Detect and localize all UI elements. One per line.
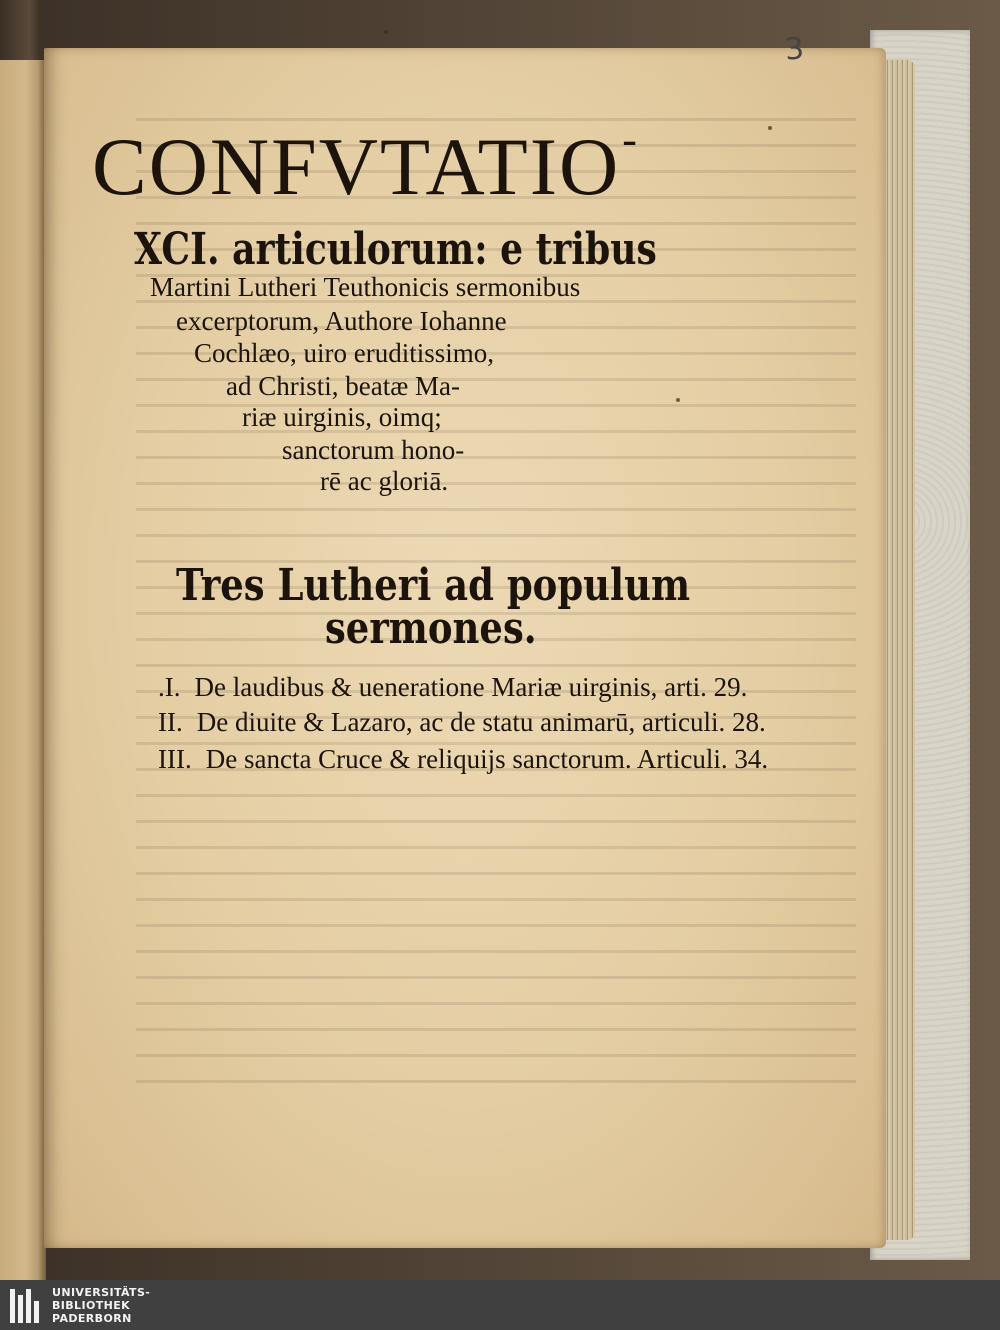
logo-line-2: BIBLIOTHEK <box>52 1299 131 1312</box>
body-line-2: excerptorum, Authore Iohanne <box>176 306 507 336</box>
section-heading-line-2: sermones. <box>325 603 537 654</box>
page-number: 3 <box>783 31 806 68</box>
list-item-number: .I. <box>158 672 181 702</box>
logo-line-1: UNIVERSITÄTS- <box>52 1286 151 1299</box>
list-item-text: De sancta Cruce & reliquijs sanctorum. Articuli. 34. <box>205 744 769 774</box>
logo-line-3: PADERBORN <box>52 1312 132 1325</box>
body-line-3: Cochlæo, uiro eruditissimo, <box>194 338 494 368</box>
list-item-text: De laudibus & ueneratione Mariæ uirginis, arti. 29. <box>194 672 748 702</box>
body-line-6: sanctorum hono- <box>282 435 465 465</box>
body-line-7: rē ac gloriā. <box>320 466 449 496</box>
list-item-number: III. <box>158 744 192 774</box>
list-item-number: II. <box>158 707 183 737</box>
library-footer-bar <box>0 1280 1000 1330</box>
list-item-1 <box>158 674 747 701</box>
list-item-text: De diuite & Lazaro, ac de statu animarū, articuli. 28. <box>196 707 766 737</box>
list-item-2 <box>158 709 766 736</box>
body-line-1: Martini Lutheri Teuthonicis sermonibus <box>150 272 581 302</box>
document-title-text: CONFVTATIO <box>92 121 621 212</box>
document-title <box>92 115 639 212</box>
body-line-5: riæ uirginis, oimq; <box>242 402 442 432</box>
body-line-4: ad Christi, beatæ Ma- <box>226 371 460 401</box>
title-hyphen: - <box>622 115 639 164</box>
library-logo-icon <box>10 1289 46 1323</box>
section-heading-line-1: Tres Lutheri ad populum <box>176 560 691 611</box>
left-facing-page <box>0 60 46 1280</box>
document-subtitle: XCI. articulorum: e tribus <box>134 224 657 275</box>
library-logo-text <box>52 1286 150 1325</box>
list-item-3 <box>158 746 768 773</box>
